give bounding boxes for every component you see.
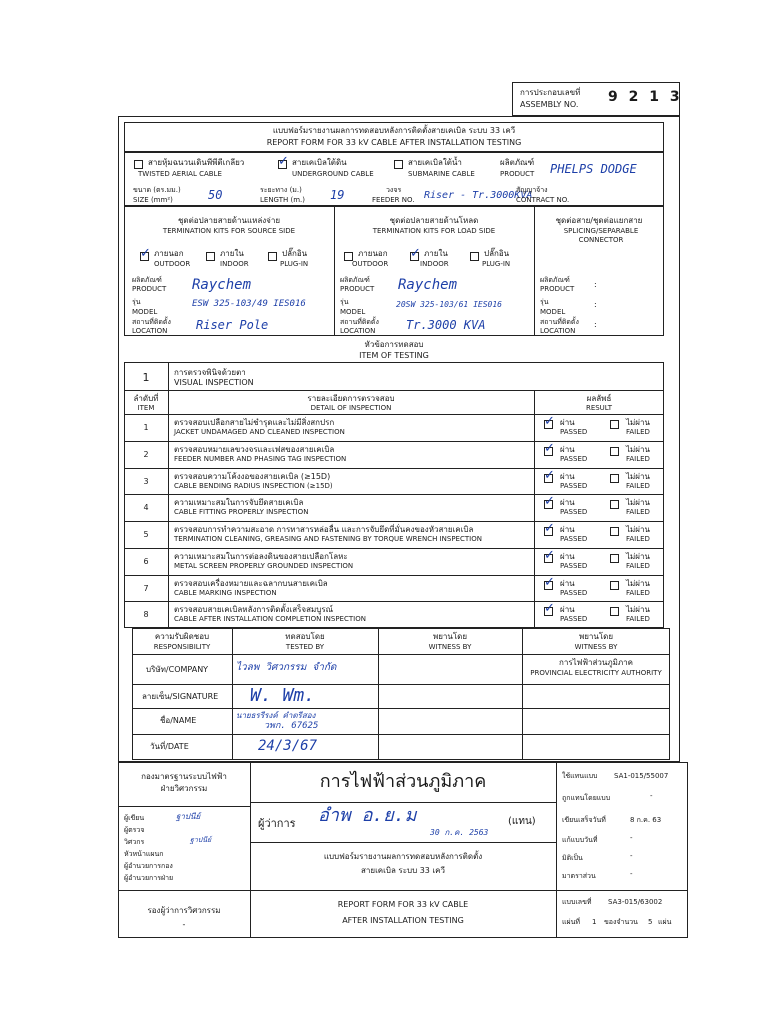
detail-head-th: รายละเอียดการตรวจสอบ bbox=[307, 394, 395, 403]
splice-kits-en: SPLICING/SEPARABLE CONNECTOR bbox=[563, 227, 639, 244]
divider bbox=[556, 762, 557, 938]
scale-label: มาตราส่วน bbox=[562, 872, 596, 880]
revised-value: - bbox=[630, 834, 633, 842]
check-mark-icon: ✓ bbox=[278, 154, 289, 169]
table-row-detail-en: CABLE BENDING RADIUS INSPECTION (≥15D) bbox=[174, 481, 333, 490]
failed-checkbox[interactable] bbox=[610, 554, 619, 563]
source-kits-th: ชุดต่อปลายสายด้านแหล่งจ่าย bbox=[177, 216, 281, 225]
splice-product-value: : bbox=[594, 280, 597, 289]
cable-type-submarine-th: สายเคเบิลใต้น้ำ bbox=[408, 158, 462, 167]
passed-label-en: PASSED bbox=[560, 481, 588, 490]
source-product-label-en: PRODUCT bbox=[132, 285, 167, 293]
form-name-en1: REPORT FORM FOR 33 kV CABLE bbox=[337, 900, 469, 909]
splice-kits-th: ชุดต่อสาย/ชุดต่อแยกสาย bbox=[555, 216, 643, 225]
tester-name: นายธรรีรงค์ คำตรีสอง bbox=[236, 711, 316, 720]
table-row-no: 3 bbox=[143, 476, 149, 486]
form-name-en2: AFTER INSTALLATION TESTING bbox=[342, 916, 464, 925]
deputy-value: - bbox=[182, 920, 186, 929]
signature-image: W. Wm. bbox=[250, 685, 316, 706]
feeder-label-th: วงจร bbox=[386, 186, 402, 194]
passed-label-th: ผ่าน bbox=[560, 605, 575, 615]
load-model-label-en: MODEL bbox=[340, 308, 366, 316]
resp-th: ความรับผิดชอบ bbox=[154, 632, 210, 641]
pea-th: การไฟฟ้าส่วนภูมิภาค bbox=[559, 658, 633, 667]
source-product-value: Raychem bbox=[192, 277, 252, 293]
divider bbox=[534, 390, 535, 628]
feeder-value: Riser - Tr.3000KVA bbox=[424, 190, 533, 201]
passed-label-en: PASSED bbox=[560, 588, 588, 597]
passed-label-th: ผ่าน bbox=[560, 551, 575, 561]
length-label-th: ระยะทาง (ม.) bbox=[260, 186, 302, 194]
date-label: วันที่/DATE bbox=[150, 742, 189, 751]
source-location-label-en: LOCATION bbox=[132, 327, 168, 335]
table-row-no: 8 bbox=[143, 610, 149, 620]
table-row-detail-en: CABLE AFTER INSTALLATION COMPLETION INSPECTION bbox=[174, 615, 366, 624]
table-row-detail-en: CABLE FITTING PROPERLY INSPECTION bbox=[174, 508, 309, 517]
failed-label-th: ไม่ผ่าน bbox=[626, 471, 650, 481]
divider bbox=[132, 654, 670, 655]
replaces-label: ใช้แทนแบบ bbox=[562, 772, 598, 780]
divider bbox=[118, 890, 688, 891]
load-plugin-checkbox[interactable] bbox=[470, 252, 479, 261]
failed-checkbox[interactable] bbox=[610, 527, 619, 536]
divider bbox=[124, 390, 664, 391]
passed-label-en: PASSED bbox=[560, 428, 588, 436]
divider bbox=[124, 494, 664, 495]
company-label: บริษัท/COMPANY bbox=[146, 665, 209, 674]
assembly-number: 9 2 1 3 bbox=[608, 89, 683, 105]
company-value: ไวลพ วิศวกรรม จำกัด bbox=[236, 662, 337, 673]
source-kits-en: TERMINATION KITS FOR SOURCE SIDE bbox=[162, 227, 296, 235]
table-row-no: 2 bbox=[143, 449, 149, 459]
source-model-value: ESW 325-103/49 IES016 bbox=[192, 299, 306, 309]
table-row-detail-en: JACKET UNDAMAGED AND CLEANED INSPECTION bbox=[174, 428, 345, 436]
table-row-no: 4 bbox=[143, 503, 149, 513]
passed-label-th: ผ่าน bbox=[560, 471, 575, 481]
table-row-detail-en: METAL SCREEN PROPERLY GROUNDED INSPECTION bbox=[174, 561, 354, 570]
failed-label-en: FAILED bbox=[626, 454, 650, 463]
check-mark-icon: ✓ bbox=[544, 601, 555, 617]
item-of-testing-en: ITEM OF TESTING bbox=[359, 351, 429, 360]
load-location-label-th: สถานที่ติดตั้ง bbox=[340, 318, 379, 326]
divider bbox=[124, 548, 664, 549]
splice-model-label-en: MODEL bbox=[540, 308, 566, 316]
drawing-no-label: แบบเลขที่ bbox=[562, 898, 592, 906]
table-row-no: 1 bbox=[143, 423, 149, 432]
load-plugin-en: PLUG-IN bbox=[482, 260, 511, 268]
dimension-label: มิติเป็น bbox=[562, 854, 583, 862]
table-row-detail-en: CABLE MARKING INSPECTION bbox=[174, 588, 277, 597]
passed-label-th: ผ่าน bbox=[560, 578, 575, 588]
source-location-label-th: สถานที่ติดตั้ง bbox=[132, 318, 171, 326]
dept-standard: กองมาตรฐานระบบไฟฟ้า bbox=[141, 772, 227, 781]
load-product-value: Raychem bbox=[398, 277, 458, 293]
form-name-th2: สายเคเบิล ระบบ 33 เควี bbox=[361, 866, 445, 875]
divider bbox=[132, 684, 670, 685]
source-indoor-checkbox[interactable] bbox=[206, 252, 215, 261]
result-head-en: RESULT bbox=[585, 404, 613, 412]
splice-location-label-th: สถานที่ติดตั้ง bbox=[540, 318, 579, 326]
failed-label-th: ไม่ผ่าน bbox=[626, 525, 650, 534]
failed-label-th: ไม่ผ่าน bbox=[626, 551, 650, 561]
failed-label-en: FAILED bbox=[626, 615, 650, 624]
divider bbox=[132, 734, 670, 735]
load-product-label-th: ผลิตภัณฑ์ bbox=[340, 276, 370, 284]
drawing-no-value: SA3-015/63002 bbox=[608, 898, 663, 906]
size-value: 50 bbox=[208, 188, 223, 202]
table-row-detail-th: ตรวจสอบความโค้งงอของสายเคเบิล (≥15D) bbox=[174, 471, 331, 481]
check-mark-icon: ✓ bbox=[410, 246, 421, 261]
passed-label-en: PASSED bbox=[560, 615, 588, 624]
cable-type-twisted-en: TWISTED AERIAL CABLE bbox=[138, 170, 222, 178]
check-mark-icon: ✓ bbox=[544, 494, 555, 510]
cable-type-underground-en: UNDERGROUND CABLE bbox=[292, 170, 374, 178]
check-mark-icon: ✓ bbox=[544, 467, 555, 483]
failed-label-th: ไม่ผ่าน bbox=[626, 418, 650, 427]
sheet-label: แผ่นที่ bbox=[562, 918, 581, 926]
revised-label: แก้แบบวันที่ bbox=[562, 836, 598, 844]
section-label: หัวหน้าแผนก bbox=[124, 850, 164, 858]
failed-label-th: ไม่ผ่าน bbox=[626, 605, 650, 615]
witness2-th: พยานโดย bbox=[578, 632, 614, 641]
source-indoor-en: INDOOR bbox=[220, 260, 249, 268]
check-mark-icon: ✓ bbox=[544, 440, 555, 456]
passed-label-en: PASSED bbox=[560, 561, 588, 570]
dept-head-label: ผู้อำนวยการฝ่าย bbox=[124, 874, 174, 882]
writer-sig: ฐาปนีย์ bbox=[176, 812, 201, 821]
failed-checkbox[interactable] bbox=[610, 474, 619, 483]
contract-label-en: CONTRACT NO. bbox=[516, 196, 570, 204]
witness2-en: WITNESS BY bbox=[574, 643, 618, 651]
table-row-detail-th: ความเหมาะสมในการจับยึดสายเคเบิล bbox=[174, 498, 304, 508]
feeder-label-en: FEEDER NO. bbox=[372, 196, 415, 204]
passed-label-th: ผ่าน bbox=[560, 418, 575, 427]
item-head-th: ลำดับที่ bbox=[133, 394, 159, 403]
source-product-label-th: ผลิตภัณฑ์ bbox=[132, 276, 162, 284]
engineer-label: วิศวกร bbox=[124, 838, 145, 846]
name-label: ชื่อ/NAME bbox=[160, 716, 197, 725]
cable-type-checkbox-submarine[interactable] bbox=[394, 160, 403, 169]
load-kits-en: TERMINATION KITS FOR LOAD SIDE bbox=[372, 227, 496, 235]
director-label: ผู้ว่าการ bbox=[258, 817, 296, 830]
form-title-en: REPORT FORM FOR 33 kV CABLE AFTER INSTALLATION TESTING bbox=[266, 138, 522, 147]
visual-th: การตรวจพินิจด้วยตา bbox=[174, 368, 246, 377]
kits-box bbox=[124, 206, 664, 336]
passed-label-th: ผ่าน bbox=[560, 525, 575, 534]
size-label-en: SIZE (mm²) bbox=[133, 196, 173, 204]
failed-checkbox[interactable] bbox=[610, 500, 619, 509]
failed-label-en: FAILED bbox=[626, 481, 650, 490]
failed-label-en: FAILED bbox=[626, 588, 650, 597]
divider bbox=[334, 206, 335, 336]
load-product-label-en: PRODUCT bbox=[340, 285, 375, 293]
passed-label-en: PASSED bbox=[560, 454, 588, 463]
dimension-value: - bbox=[630, 852, 633, 860]
source-model-label-en: MODEL bbox=[132, 308, 158, 316]
divider bbox=[124, 521, 664, 522]
sheet-of-label: ของจำนวน bbox=[604, 918, 638, 926]
cable-type-underground-th: สายเคเบิลใต้ดิน bbox=[292, 158, 347, 167]
splice-model-value: : bbox=[594, 300, 597, 309]
check-mark-icon: ✓ bbox=[544, 547, 555, 563]
visual-no: 1 bbox=[142, 371, 150, 384]
pea-en: PROVINCIAL ELECTRICITY AUTHORITY bbox=[530, 669, 662, 677]
divider bbox=[124, 575, 664, 576]
divider bbox=[124, 441, 664, 442]
divider bbox=[118, 806, 250, 807]
replaced-by-value: - bbox=[650, 792, 653, 800]
form-name-th1: แบบฟอร์มรายงานผลการทดสอบหลังการติดตั้ง bbox=[323, 852, 483, 861]
form-title-th: แบบฟอร์มรายงานผลการทดสอบหลังการติดตั้งสายเคเบิล ระบบ 33 เควี bbox=[272, 126, 516, 135]
load-model-value: 20SW 325-103/61 IES016 bbox=[396, 300, 502, 309]
replaced-by-label: ถูกแทนโดยแบบ bbox=[562, 794, 611, 802]
item-head-en: ITEM bbox=[137, 404, 155, 412]
failed-label-en: FAILED bbox=[626, 535, 650, 543]
source-plugin-en: PLUG-IN bbox=[280, 260, 309, 268]
assembly-label-th: การประกอบเลขที่ bbox=[520, 88, 581, 97]
director-signature: อำพ อ.ย.ม bbox=[318, 805, 417, 826]
visual-en: VISUAL INSPECTION bbox=[174, 378, 254, 387]
witness1-en: WITNESS BY bbox=[428, 643, 472, 651]
failed-label-en: FAILED bbox=[626, 508, 650, 517]
sheet-total-value: 5 bbox=[648, 918, 653, 926]
div-head-label: ผู้อำนวยการกอง bbox=[124, 862, 173, 870]
result-head-th: ผลลัพธ์ bbox=[586, 394, 612, 403]
divider bbox=[534, 206, 535, 336]
failed-label-th: ไม่ผ่าน bbox=[626, 498, 650, 508]
divider bbox=[250, 802, 556, 803]
resp-en: RESPONSIBILITY bbox=[153, 643, 211, 651]
table-row-detail-th: ตรวจสอบหมายเลขวงจรและเฟสของสายเคเบิล bbox=[174, 444, 335, 454]
source-location-value: Riser Pole bbox=[196, 318, 269, 332]
check-mark-icon: ✓ bbox=[544, 521, 555, 536]
passed-label-th: ผ่าน bbox=[560, 498, 575, 508]
engineer-sig: ฐาปนีย์ bbox=[190, 836, 212, 844]
table-row-detail-en: FEEDER NUMBER AND PHASING TAG INSPECTION bbox=[174, 454, 347, 463]
source-plugin-checkbox[interactable] bbox=[268, 252, 277, 261]
divider bbox=[124, 601, 664, 602]
tester-license: วพก. 67625 bbox=[264, 721, 319, 731]
drawn-date-label: เขียนเสร็จวันที่ bbox=[562, 816, 606, 824]
failed-label-en: FAILED bbox=[626, 561, 650, 570]
failed-checkbox[interactable] bbox=[610, 420, 619, 429]
divider bbox=[132, 708, 670, 709]
passed-label-en: PASSED bbox=[560, 508, 588, 517]
product-value: PHELPS DODGE bbox=[550, 162, 637, 176]
splice-product-label-th: ผลิตภัณฑ์ bbox=[540, 276, 570, 284]
table-row-no: 7 bbox=[143, 583, 149, 593]
test-date: 24/3/67 bbox=[258, 738, 318, 754]
witness1-th: พยานโดย bbox=[432, 632, 468, 641]
pea-title: การไฟฟ้าส่วนภูมิภาค bbox=[319, 771, 487, 792]
sheet-unit-label: แผ่น bbox=[658, 918, 672, 926]
approve-date: 30 ก.ค. 2563 bbox=[430, 828, 489, 837]
splice-location-value: : bbox=[594, 320, 597, 329]
item-of-testing-th: หัวข้อการทดสอบ bbox=[364, 340, 424, 349]
length-value: 19 bbox=[330, 188, 345, 202]
divider bbox=[250, 842, 556, 843]
table-row-detail-en: TERMINATION CLEANING, GREASING AND FASTENING BY TORQUE WRENCH INSPECTION bbox=[174, 535, 482, 543]
source-plugin-th: ปลั๊กอิน bbox=[282, 249, 308, 258]
signature-label: ลายเซ็น/SIGNATURE bbox=[142, 692, 219, 701]
detail-head-en: DETAIL OF INSPECTION bbox=[310, 404, 392, 412]
divider bbox=[124, 414, 664, 415]
splice-product-label-en: PRODUCT bbox=[540, 285, 575, 293]
assembly-label-en: ASSEMBLY NO. bbox=[520, 100, 579, 109]
load-location-value: Tr.3000 KVA bbox=[406, 318, 486, 332]
load-kits-th: ชุดต่อปลายสายด้านโหลด bbox=[389, 216, 479, 225]
dept-engineering: ฝ่ายวิศวกรรม bbox=[160, 784, 208, 793]
table-row-no: 6 bbox=[143, 556, 149, 566]
load-location-label-en: LOCATION bbox=[340, 327, 376, 335]
source-model-label-th: รุ่น bbox=[132, 298, 141, 306]
table-row-detail-th: ตรวจสอบเครื่องหมายและฉลากบนสายเคเบิล bbox=[174, 578, 328, 588]
product-label-th: ผลิตภัณฑ์ bbox=[500, 158, 535, 167]
load-outdoor-th: ภายนอก bbox=[358, 249, 388, 258]
sheet-value: 1 bbox=[592, 918, 597, 926]
deputy-label: รองผู้ว่าการวิศวกรรม bbox=[147, 906, 221, 915]
failed-checkbox[interactable] bbox=[610, 607, 619, 616]
failed-label-th: ไม่ผ่าน bbox=[626, 444, 650, 454]
source-outdoor-en: OUTDOOR bbox=[154, 260, 191, 268]
writer-label: ผู้เขียน bbox=[124, 814, 145, 822]
cable-type-twisted-th: สายหุ้มฉนวนเดินพีพีตีเกลียว bbox=[148, 158, 245, 167]
divider bbox=[124, 468, 664, 469]
tested-th: ทดสอบโดย bbox=[285, 632, 325, 641]
table-row-detail-th: ตรวจสอบเปลือกสายไม่ชำรุดและไม่มีสิ่งสกปรก bbox=[174, 418, 335, 427]
product-label-en: PRODUCT bbox=[500, 170, 535, 178]
source-indoor-th: ภายใน bbox=[220, 249, 244, 258]
length-label-en: LENGTH (m.) bbox=[260, 196, 306, 204]
table-row-detail-th: ความเหมาะสมในการต่อลงดินของสายเปลือกโลหะ bbox=[174, 551, 348, 561]
load-outdoor-en: OUTDOOR bbox=[352, 260, 389, 268]
table-row-detail-th: ตรวจสอบการทำความสะอาด การทาสารหล่อลื่น และการจับยึดที่มั่นคงของหัวสายเคเบิล bbox=[174, 525, 474, 534]
size-label-th: ขนาด (ตร.มม.) bbox=[133, 186, 181, 194]
load-indoor-en: INDOOR bbox=[420, 260, 449, 268]
table-row-no: 5 bbox=[143, 530, 149, 539]
replaces-value: SA1-015/55007 bbox=[614, 772, 669, 780]
contract-label-th: สัญญาจ้าง bbox=[516, 186, 548, 194]
source-outdoor-th: ภายนอก bbox=[154, 249, 184, 258]
check-mark-icon: ✓ bbox=[544, 574, 555, 590]
check-mark-icon: ✓ bbox=[544, 414, 555, 429]
check-mark-icon: ✓ bbox=[140, 246, 151, 261]
failed-checkbox[interactable] bbox=[610, 581, 619, 590]
splice-location-label-en: LOCATION bbox=[540, 327, 576, 335]
tested-en: TESTED BY bbox=[285, 643, 325, 651]
drawn-date-value: 8 ก.ค. 63 bbox=[630, 816, 662, 824]
passed-label-th: ผ่าน bbox=[560, 444, 575, 454]
load-model-label-th: รุ่น bbox=[340, 298, 349, 306]
table-row-detail-th: ตรวจสอบสายเคเบิลหลังการติดตั้งเสร็จสมบูรณ์ bbox=[174, 605, 334, 615]
cable-type-submarine-en: SUBMARINE CABLE bbox=[408, 170, 475, 178]
cable-type-checkbox-twisted[interactable] bbox=[134, 160, 143, 169]
scale-value: - bbox=[630, 870, 633, 878]
load-indoor-th: ภายใน bbox=[424, 249, 448, 258]
failed-label-th: ไม่ผ่าน bbox=[626, 578, 650, 588]
on-behalf: (แทน) bbox=[508, 816, 536, 827]
failed-checkbox[interactable] bbox=[610, 447, 619, 456]
load-plugin-th: ปลั๊กอิน bbox=[484, 249, 510, 258]
passed-label-en: PASSED bbox=[560, 535, 588, 543]
splice-model-label-th: รุ่น bbox=[540, 298, 549, 306]
failed-label-en: FAILED bbox=[626, 428, 650, 436]
checker-label: ผู้ตรวจ bbox=[124, 826, 145, 834]
